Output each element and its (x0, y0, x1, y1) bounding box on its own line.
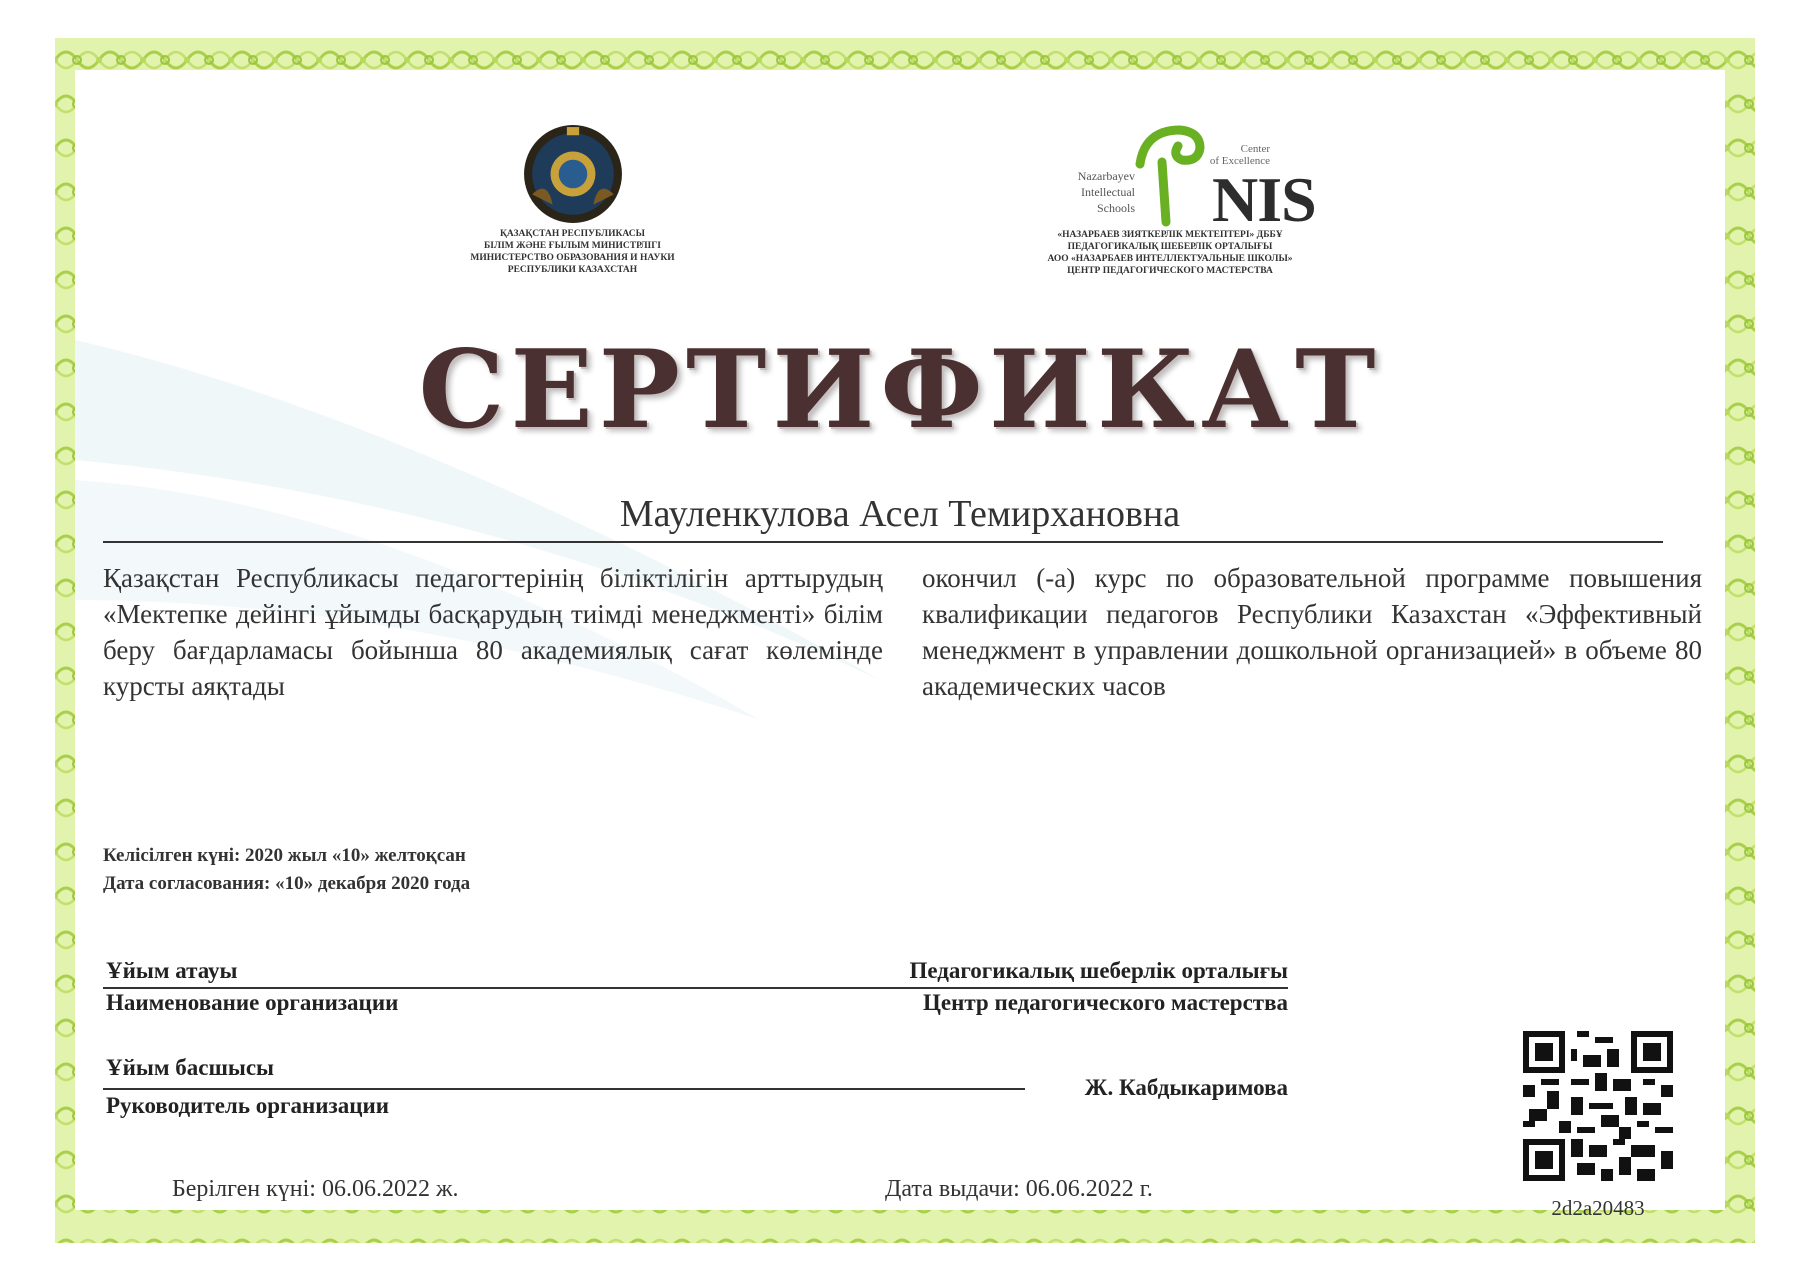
kazakhstan-emblem-icon (522, 123, 624, 225)
agreement-dates (103, 842, 470, 898)
head-rule (103, 1088, 1025, 1090)
nis-logo-text: NIS (1212, 164, 1316, 235)
org-rule (103, 987, 1288, 989)
head-name: Ж. Кабдыкаримова (1084, 1075, 1288, 1100)
qr-code-id: 2d2a20483 (1551, 1196, 1645, 1220)
nis-school-names: Nazarbayev Intellectual Schools (1077, 169, 1135, 215)
issue-date-kz: Берілген күні: 06.06.2022 ж. (172, 1176, 459, 1202)
head-label-ru: Руководитель организации (106, 1093, 389, 1118)
nis-org-caption: «НАЗАРБАЕВ ЗИЯТКЕРЛІК МЕКТЕПТЕРІ» ДББҰ ПЕДАГОГИКАЛЫҚ ШЕБЕРЛІК ОРТАЛЫҒЫ АОО «НАЗАРБАЕВ ИНТЕЛЛЕКТУАЛЬНЫЕ ШКОЛЫ» ЦЕНТР ПЕДАГОГИЧЕСКОГО МАСТЕРСТВА (1047, 230, 1293, 276)
agreement-date-kz: Келісілген күні: 2020 жыл «10» желтоқсан (103, 845, 466, 866)
org-value-kz: Педагогикалық шеберлік орталығы (909, 958, 1288, 983)
ministry-caption: ҚАЗАҚСТАН РЕСПУБЛИКАСЫ БІЛІМ ЖӘНЕ ҒЫЛЫМ МИНИСТРЛІГІ МИНИСТЕРСТВО ОБРАЗОВАНИЯ И НАУКИ РЕСПУБЛИКИ КАЗАХСТАН (470, 229, 675, 275)
course-text-ru: окончил (-а) курс по образовательной программе повышения квалификации педагогов Республики Казахстан «Эффективный менеджмент в управлении дошкольной организацией» в объеме 80 академических часов (922, 563, 1702, 701)
org-label-ru: Наименование организации (106, 990, 399, 1015)
course-text-kz: Қазақстан Республикасы педагогтерінің біліктілігін арттырудың «Мектепке дейінгі ұйымды басқарудың тиімді менеджменті» білім беру бағдарламасы бойынша 80 академиялық сағат көлемінде курсты аяқтады (103, 563, 883, 701)
org-value-ru: Центр педагогического мастерства (922, 990, 1288, 1015)
issue-date-ru: Дата выдачи: 06.06.2022 г. (885, 1176, 1153, 1202)
certificate-title: СЕРТИФИКАТ (418, 327, 1382, 453)
qr-code-icon (1523, 1031, 1673, 1181)
nis-center-label: Center of Excellence (1209, 143, 1270, 167)
org-label-kz: Ұйым атауы (106, 958, 238, 983)
agreement-date-ru: Дата согласования: «10» декабря 2020 года (103, 873, 471, 894)
head-label-kz: Ұйым басшысы (106, 1055, 274, 1080)
name-underline (103, 541, 1663, 543)
recipient-name: Мауленкулова Асел Темирхановна (619, 493, 1181, 535)
